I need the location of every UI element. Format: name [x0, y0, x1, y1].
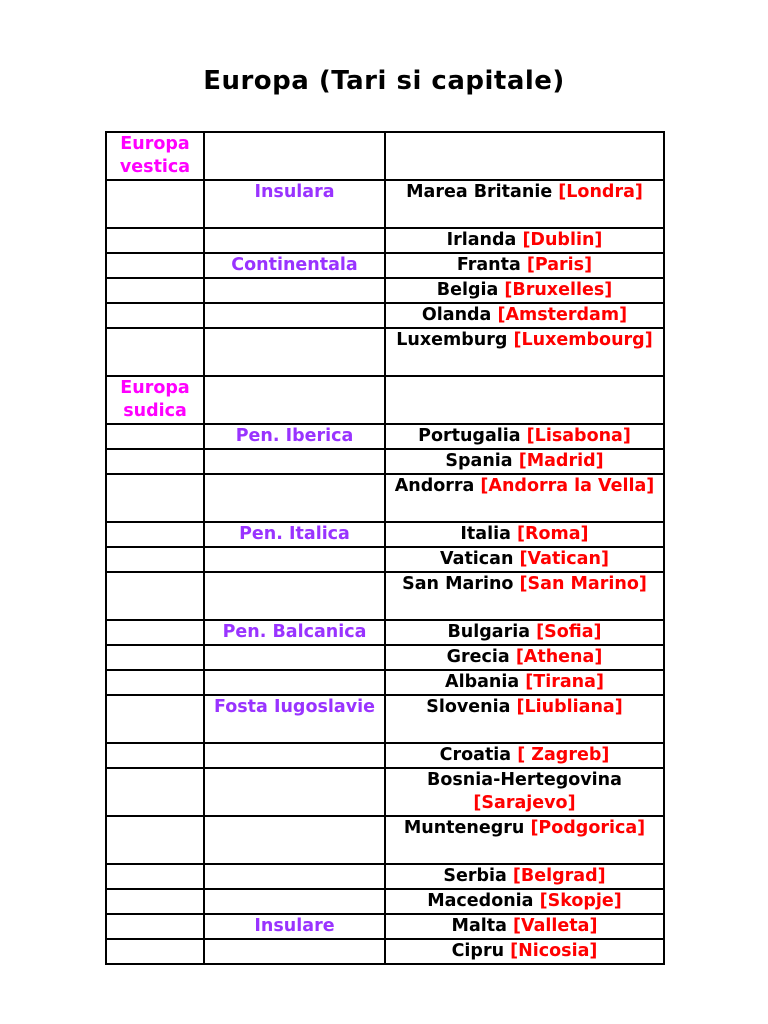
- capital-name: [Vatican]: [519, 549, 609, 569]
- country-cell: [385, 228, 664, 253]
- table-row: [106, 914, 664, 939]
- table-row: [106, 424, 664, 449]
- table-row: [106, 743, 664, 768]
- country-name: Portugalia: [418, 426, 521, 446]
- capital-name: [Dublin]: [522, 230, 603, 250]
- table-row: [106, 278, 664, 303]
- country-cell: [385, 303, 664, 328]
- capital-name: [Luxembourg]: [513, 330, 653, 350]
- region-cell: [106, 889, 204, 914]
- region-cell: [106, 645, 204, 670]
- capital-name: [Podgorica]: [530, 818, 646, 838]
- region-cell: [106, 743, 204, 768]
- region-cell: [106, 449, 204, 474]
- subregion-cell: [204, 864, 385, 889]
- subregion-cell: [204, 572, 385, 620]
- country-cell: [385, 670, 664, 695]
- subregion-cell: Fosta Iugoslavie: [204, 695, 385, 743]
- table-row: [106, 645, 664, 670]
- region-cell: [106, 864, 204, 889]
- country-cell: [385, 695, 664, 743]
- capital-name: [Andorra la Vella]: [480, 476, 655, 496]
- region-cell: [106, 474, 204, 522]
- table-row: [106, 695, 664, 743]
- capital-name: [Valleta]: [513, 916, 598, 936]
- country-cell: [385, 620, 664, 645]
- country-cell: [385, 914, 664, 939]
- country-name: Vatican: [440, 549, 514, 569]
- subregion-cell: Pen. Iberica: [204, 424, 385, 449]
- country-name: Marea Britanie: [406, 182, 553, 202]
- subregion-cell: [204, 768, 385, 816]
- table-row: [106, 522, 664, 547]
- country-name: Irlanda: [446, 230, 517, 250]
- subregion-cell: Pen. Balcanica: [204, 620, 385, 645]
- subregion-cell: [204, 228, 385, 253]
- capital-name: [Londra]: [558, 182, 643, 202]
- region-cell: [106, 228, 204, 253]
- capital-name: [Bruxelles]: [504, 280, 613, 300]
- country-cell: [385, 889, 664, 914]
- country-cell: [385, 645, 664, 670]
- country-cell: [385, 547, 664, 572]
- region-cell: [106, 670, 204, 695]
- region-cell: [106, 303, 204, 328]
- region-cell: [106, 253, 204, 278]
- subregion-cell: [204, 547, 385, 572]
- subregion-cell: Pen. Italica: [204, 522, 385, 547]
- subregion-cell: [204, 645, 385, 670]
- region-cell: Europa sudica: [106, 376, 204, 424]
- table-row: [106, 547, 664, 572]
- country-name: Albania: [445, 672, 520, 692]
- country-cell: [385, 939, 664, 964]
- country-cell: [385, 253, 664, 278]
- table-row: [106, 572, 664, 620]
- table-row: [106, 328, 664, 376]
- country-name: Croatia: [439, 745, 512, 765]
- capital-name: [Sofia]: [536, 622, 602, 642]
- subregion-cell: [204, 132, 385, 180]
- country-name: Olanda: [421, 305, 492, 325]
- region-cell: Europa vestica: [106, 132, 204, 180]
- table-row: [106, 670, 664, 695]
- country-cell: [385, 816, 664, 864]
- country-cell: [385, 132, 664, 180]
- country-name: Cipru: [451, 941, 505, 961]
- country-cell: [385, 449, 664, 474]
- table-row: [106, 303, 664, 328]
- country-cell: [385, 376, 664, 424]
- region-cell: [106, 939, 204, 964]
- subregion-cell: [204, 743, 385, 768]
- country-name: Bosnia-Hertegovina: [427, 770, 622, 790]
- region-cell: [106, 180, 204, 228]
- subregion-cell: [204, 376, 385, 424]
- region-cell: [106, 768, 204, 816]
- region-cell: [106, 278, 204, 303]
- country-name: Belgia: [436, 280, 499, 300]
- capital-name: [Nicosia]: [510, 941, 598, 961]
- country-cell: [385, 424, 664, 449]
- region-cell: [106, 547, 204, 572]
- country-name: Serbia: [443, 866, 507, 886]
- capital-name: [San Marino]: [519, 574, 647, 594]
- table-row: [106, 449, 664, 474]
- countries-table: [105, 131, 665, 965]
- country-cell: [385, 522, 664, 547]
- country-name: Italia: [460, 524, 511, 544]
- capital-name: [ Zagreb]: [517, 745, 610, 765]
- table-row: [106, 132, 664, 180]
- country-name: Muntenegru: [403, 818, 525, 838]
- country-cell: [385, 864, 664, 889]
- country-name: Andorra: [394, 476, 475, 496]
- capital-name: [Amsterdam]: [497, 305, 628, 325]
- subregion-cell: [204, 449, 385, 474]
- page-title: Europa (Tari si capitale): [203, 66, 565, 96]
- table-row: [106, 180, 664, 228]
- capital-name: [Madrid]: [518, 451, 604, 471]
- subregion-cell: [204, 816, 385, 864]
- subregion-cell: [204, 889, 385, 914]
- region-cell: [106, 695, 204, 743]
- country-cell: [385, 278, 664, 303]
- capital-name: [Liubliana]: [516, 697, 623, 717]
- capital-name: [Athena]: [515, 647, 603, 667]
- table-row: [106, 768, 664, 816]
- country-name: Macedonia: [427, 891, 534, 911]
- table-row: [106, 816, 664, 864]
- country-cell: [385, 180, 664, 228]
- table-row: [106, 474, 664, 522]
- country-name: Slovenia: [426, 697, 511, 717]
- capital-name: [Sarajevo]: [473, 793, 576, 813]
- country-name: Malta: [451, 916, 507, 936]
- subregion-cell: Insulara: [204, 180, 385, 228]
- capital-name: [Tirana]: [525, 672, 604, 692]
- region-cell: [106, 816, 204, 864]
- country-name: San Marino: [402, 574, 514, 594]
- subregion-cell: Continentala: [204, 253, 385, 278]
- region-cell: [106, 620, 204, 645]
- table-row: [106, 864, 664, 889]
- region-cell: [106, 328, 204, 376]
- country-cell: [385, 328, 664, 376]
- subregion-cell: [204, 474, 385, 522]
- country-name: Franta: [456, 255, 521, 275]
- subregion-cell: [204, 278, 385, 303]
- country-cell: [385, 768, 664, 816]
- region-cell: [106, 522, 204, 547]
- table-row: [106, 620, 664, 645]
- subregion-cell: [204, 328, 385, 376]
- table-row: [106, 889, 664, 914]
- country-name: Luxemburg: [396, 330, 508, 350]
- table-row: [106, 253, 664, 278]
- subregion-cell: [204, 670, 385, 695]
- capital-name: [Paris]: [526, 255, 593, 275]
- country-name: Bulgaria: [447, 622, 531, 642]
- table-row: [106, 939, 664, 964]
- subregion-cell: Insulare: [204, 914, 385, 939]
- country-cell: [385, 743, 664, 768]
- subregion-cell: [204, 303, 385, 328]
- country-cell: [385, 572, 664, 620]
- capital-name: [Roma]: [517, 524, 589, 544]
- subregion-cell: [204, 939, 385, 964]
- table-row: [106, 228, 664, 253]
- table-row: [106, 376, 664, 424]
- region-cell: [106, 914, 204, 939]
- region-cell: [106, 572, 204, 620]
- country-name: Spania: [445, 451, 513, 471]
- capital-name: [Lisabona]: [526, 426, 631, 446]
- capital-name: [Belgrad]: [512, 866, 606, 886]
- country-cell: [385, 474, 664, 522]
- country-name: Grecia: [446, 647, 510, 667]
- capital-name: [Skopje]: [539, 891, 622, 911]
- region-cell: [106, 424, 204, 449]
